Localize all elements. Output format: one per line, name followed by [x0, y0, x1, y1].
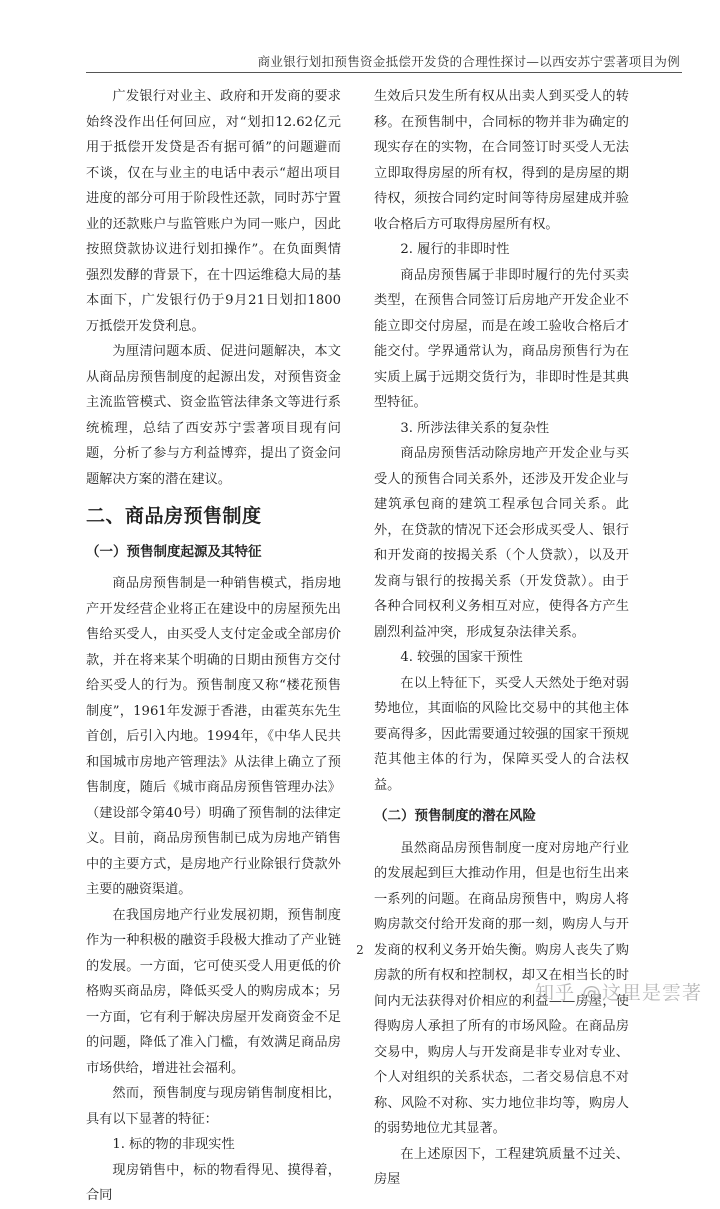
running-header: 商业银行划扣预售资金抵偿开发贷的合理性探讨—以西安苏宁雲著项目为例 — [257, 54, 680, 69]
paragraph: 在上述原因下，工程建筑质量不过关、房屋 — [374, 1146, 629, 1187]
paragraph: 现房销售中，标的物看得见、摸得着，合同 — [86, 1162, 341, 1203]
left-column — [86, 84, 341, 1209]
header-rule — [86, 72, 682, 73]
paragraph: 商品房预售制是一种销售模式，指房地产开发经营企业将正在建设中的房屋预先出售给买受人，由买受人支付定金或全部房价款，并在将来某个明确的日期由预售方交付给买受人的行为。预售制度又称“楼花预售制度”，1961年发源于香港，由霍英东先生首创，后引入内地。1994年，《中华人民共和国城市房地产管理法》从法律上确立了预售制度，随后《城市商品房预售管理办法》（建设部令第40号）明确了预售制的法律定义。目前，商品房预售制已成为房地产销售中的主要方式，是房地产行业除银行贷款外主要的融资渠道。 — [86, 576, 341, 897]
paragraph: 为厘清问题本质、促进问题解决，本文从商品房预售制度的起源出发，对预售资金主流监管模式、资金监管法律条文等进行系统梳理，总结了西安苏宁雲著项目现有问题，分析了参与方利益博弈，提出了资金问题解决方案的潜在建议。 — [86, 344, 341, 487]
paragraph: 在我国房地产行业发展初期，预售制度作为一种积极的融资手段极大推动了产业链的发展。一方面，它可使买受人用更低的价格购买商品房，降低买受人的购房成本；另一方面，它有利于解决房屋开发商资金不足的问题，降低了准入门槛，有效满足商品房市场供给，增进社会福利。 — [86, 907, 341, 1076]
paragraph: 在以上特征下，买受人天然处于绝对弱势地位，其面临的风险比交易中的其他主体要高得多，因此需要通过较强的国家干预规范其他主体的行为，保障买受人的合法权益。 — [374, 675, 629, 793]
paragraph: 商品房预售活动除房地产开发企业与买受人的预售合同关系外，还涉及开发企业与建筑承包商的建筑工程承包合同关系。此外，在贷款的情况下还会形成买受人、银行和开发商的按揭关系（个人贷款），以及开发商与银行的按揭关系（开发贷款）。由于各种合同权利义务相互对应，使得各方产生剧烈利益冲突，形成复杂法律关系。 — [374, 446, 629, 640]
list-item-heading: 4. 较强的国家干预性 — [400, 650, 523, 665]
page-number: 2 — [356, 943, 364, 957]
section-title: 二、商品房预售制度 — [86, 505, 262, 527]
right-column — [374, 84, 629, 1193]
subsection-title: （一）预售制度起源及其特征 — [86, 543, 262, 560]
paragraph: 商品房预售属于非即时履行的先付买卖类型，在预售合同签订后房地产开发企业不能立即交付房屋，而是在竣工验收合格后才能交付。学界通常认为，商品房预售行为在实质上属于远期交货行为，非即时性是其典型特征。 — [374, 267, 629, 410]
watermark: 知乎 @这里是雲著 — [534, 982, 702, 1004]
paragraph: 生效后只发生所有权从出卖人到买受人的转移。在预售制中，合同标的物并非为确定的现实存在的实物，在合同签订时买受人无法立即取得房屋的所有权，得到的是房屋的期待权，须按合同约定时间等待房屋建成并验收合格后方可取得房屋所有权。 — [374, 89, 629, 232]
list-item-heading: 3. 所涉法律关系的复杂性 — [400, 420, 550, 436]
paragraph: 然而，预售制度与现房销售制度相比，具有以下显著的特征： — [86, 1086, 341, 1127]
paragraph: 虽然商品房预售制度一度对房地产行业的发展起到巨大推动作用，但是也衍生出来一系列的问题。在商品房预售中，购房人将购房款交付给开发商的那一刻，购房人与开发商的权利义务开始失衡。购房人丧失了购房款的所有权和控制权，却又在相当长的时间内无法获得对价相应的利益——房屋，使得购房人承担了所有的市场风险。在商品房交易中，购房人与开发商是非专业对专业、个人对组织的关系状态，二者交易信息不对称、风险不对称、实力地位非均等，购房人的弱势地位尤其显著。 — [374, 840, 629, 1136]
list-item-heading: 1. 标的物的非现实性 — [112, 1137, 235, 1152]
subsection-title: （二）预售制度的潜在风险 — [374, 808, 536, 824]
paragraph: 广发银行对业主、政府和开发商的要求始终没作出任何回应，对“划扣12.62亿元用于抵偿开发贷是否有据可循”的问题避而不谈，仅在与业主的电话中表示“超出项目进度的部分可用于阶段性还款，同时苏宁置业的还款账户与监管账户为同一账户，因此按照贷款协议进行划扣操作”。在负面舆情强烈发酵的背景下，在十四运维稳大局的基本面下，广发银行仍于9月21日划扣1800万抵偿开发贷利息。 — [86, 89, 341, 334]
list-item-heading: 2. 履行的非即时性 — [400, 242, 510, 257]
